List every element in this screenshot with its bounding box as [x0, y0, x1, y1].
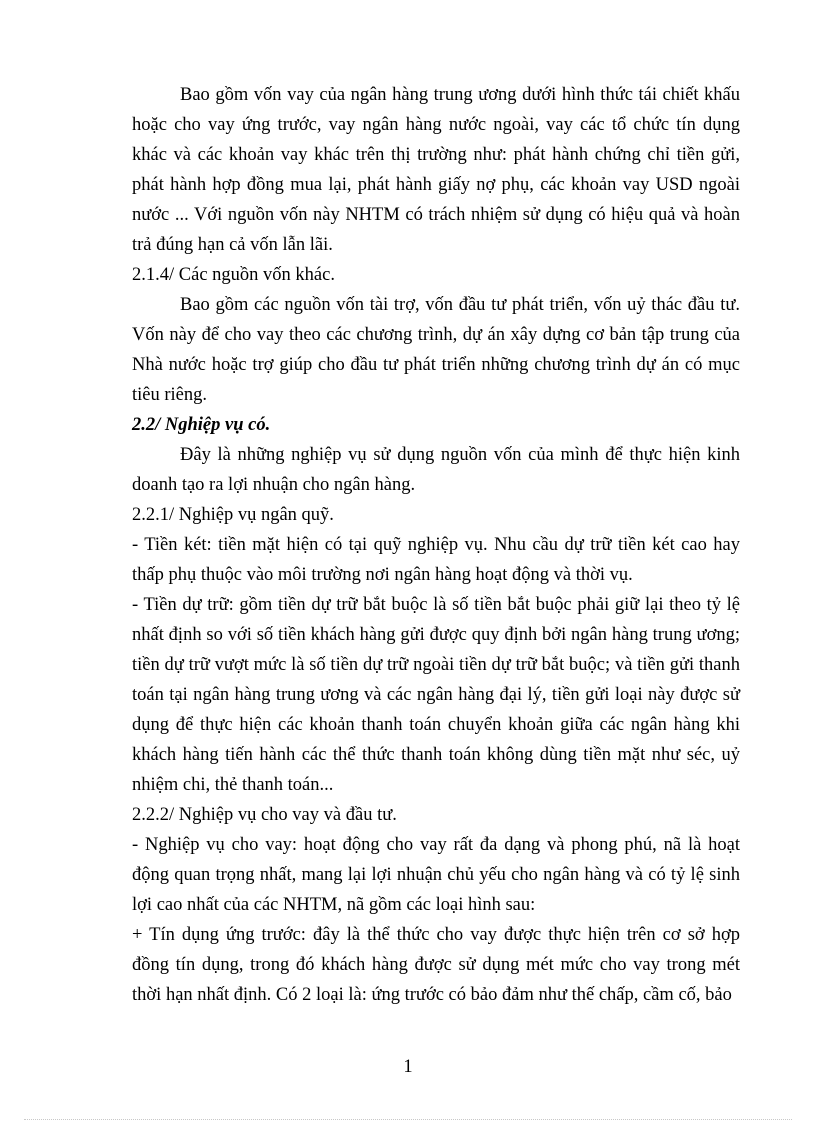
section-heading-2-2: 2.2/ Nghiệp vụ có. [132, 415, 271, 435]
paragraph-other-capital: Bao gồm các nguồn vốn tài trợ, vốn đầu tư phát triển, vốn uỷ thác đầu tư. Vốn này để cho vay theo các chương trình, dự án xây dựng cơ bản tập trung của Nhà nước hoặc trợ giúp cho đầu tư phát triển những chương trình dự án có mục tiêu riêng. [132, 295, 740, 405]
paragraph-cash-vault: - Tiền két: tiền mặt hiện có tại quỹ nghiệp vụ. Nhu cầu dự trữ tiền két cao hay thấp phụ thuộc vào môi trường nơi ngân hàng hoạt động và thời vụ. [132, 535, 740, 585]
footer-divider [24, 1119, 792, 1120]
paragraph-reserves: - Tiền dự trữ: gồm tiền dự trữ bắt buộc là số tiền bắt buộc phải giữ lại theo tỷ lệ nhất định so với số tiền khách hàng gửi được quy định bởi ngân hàng trung ương; tiền dự trữ vượt mức là số tiền dự trữ ngoài tiền dự trữ bắt buộc; và tiền gửi thanh toán tại ngân hàng trung ương và các ngân hàng đại lý, tiền gửi loại này được sử dụng để thực hiện các khoản thanh toán chuyển khoản giữa các ngân hàng khi khách hàng tiến hành các thể thức thanh toán không dùng tiền mặt như séc, uỷ nhiệm chi, thẻ thanh toán... [132, 595, 740, 795]
paragraph-borrowed-capital: Bao gồm vốn vay của ngân hàng trung ương dưới hình thức tái chiết khấu hoặc cho vay ứng trước, vay ngân hàng nước ngoài, vay các tổ chức tín dụng khác và các khoản vay khác trên thị trường như: phát hành chứng chỉ tiền gửi, phát hành hợp đồng mua lại, phát hành giấy nợ phụ, các khoản vay USD ngoài nước ... Với nguồn vốn này NHTM có trách nhiệm sử dụng có hiệu quả và hoàn trả đúng hạn cả vốn lẫn lãi. [132, 85, 740, 255]
page-number: 1 [403, 1057, 413, 1077]
section-heading-2-1-4: 2.1.4/ Các nguồn vốn khác. [132, 265, 335, 285]
paragraph-asset-operations: Đây là những nghiệp vụ sử dụng nguồn vốn của mình để thực hiện kinh doanh tạo ra lợi nhuận cho ngân hàng. [132, 445, 740, 495]
section-heading-2-2-2: 2.2.2/ Nghiệp vụ cho vay và đầu tư. [132, 805, 397, 825]
paragraph-advance-credit: + Tín dụng ứng trước: đây là thể thức cho vay được thực hiện trên cơ sở hợp đồng tín dụng, trong đó khách hàng được sử dụng mét mức cho vay trong mét thời hạn nhất định. Có 2 loại là: ứng trước có bảo đảm như thế chấp, cầm cố, bảo [132, 925, 740, 1005]
paragraph-lending: - Nghiệp vụ cho vay: hoạt động cho vay rất đa dạng và phong phú, nã là hoạt động quan trọng nhất, mang lại lợi nhuận chủ yếu cho ngân hàng và có tỷ lệ sinh lợi cao nhất của các NHTM, nã gồm các loại hình sau: [132, 835, 740, 915]
document-page [132, 80, 740, 1010]
section-heading-2-2-1: 2.2.1/ Nghiệp vụ ngân quỹ. [132, 505, 334, 525]
